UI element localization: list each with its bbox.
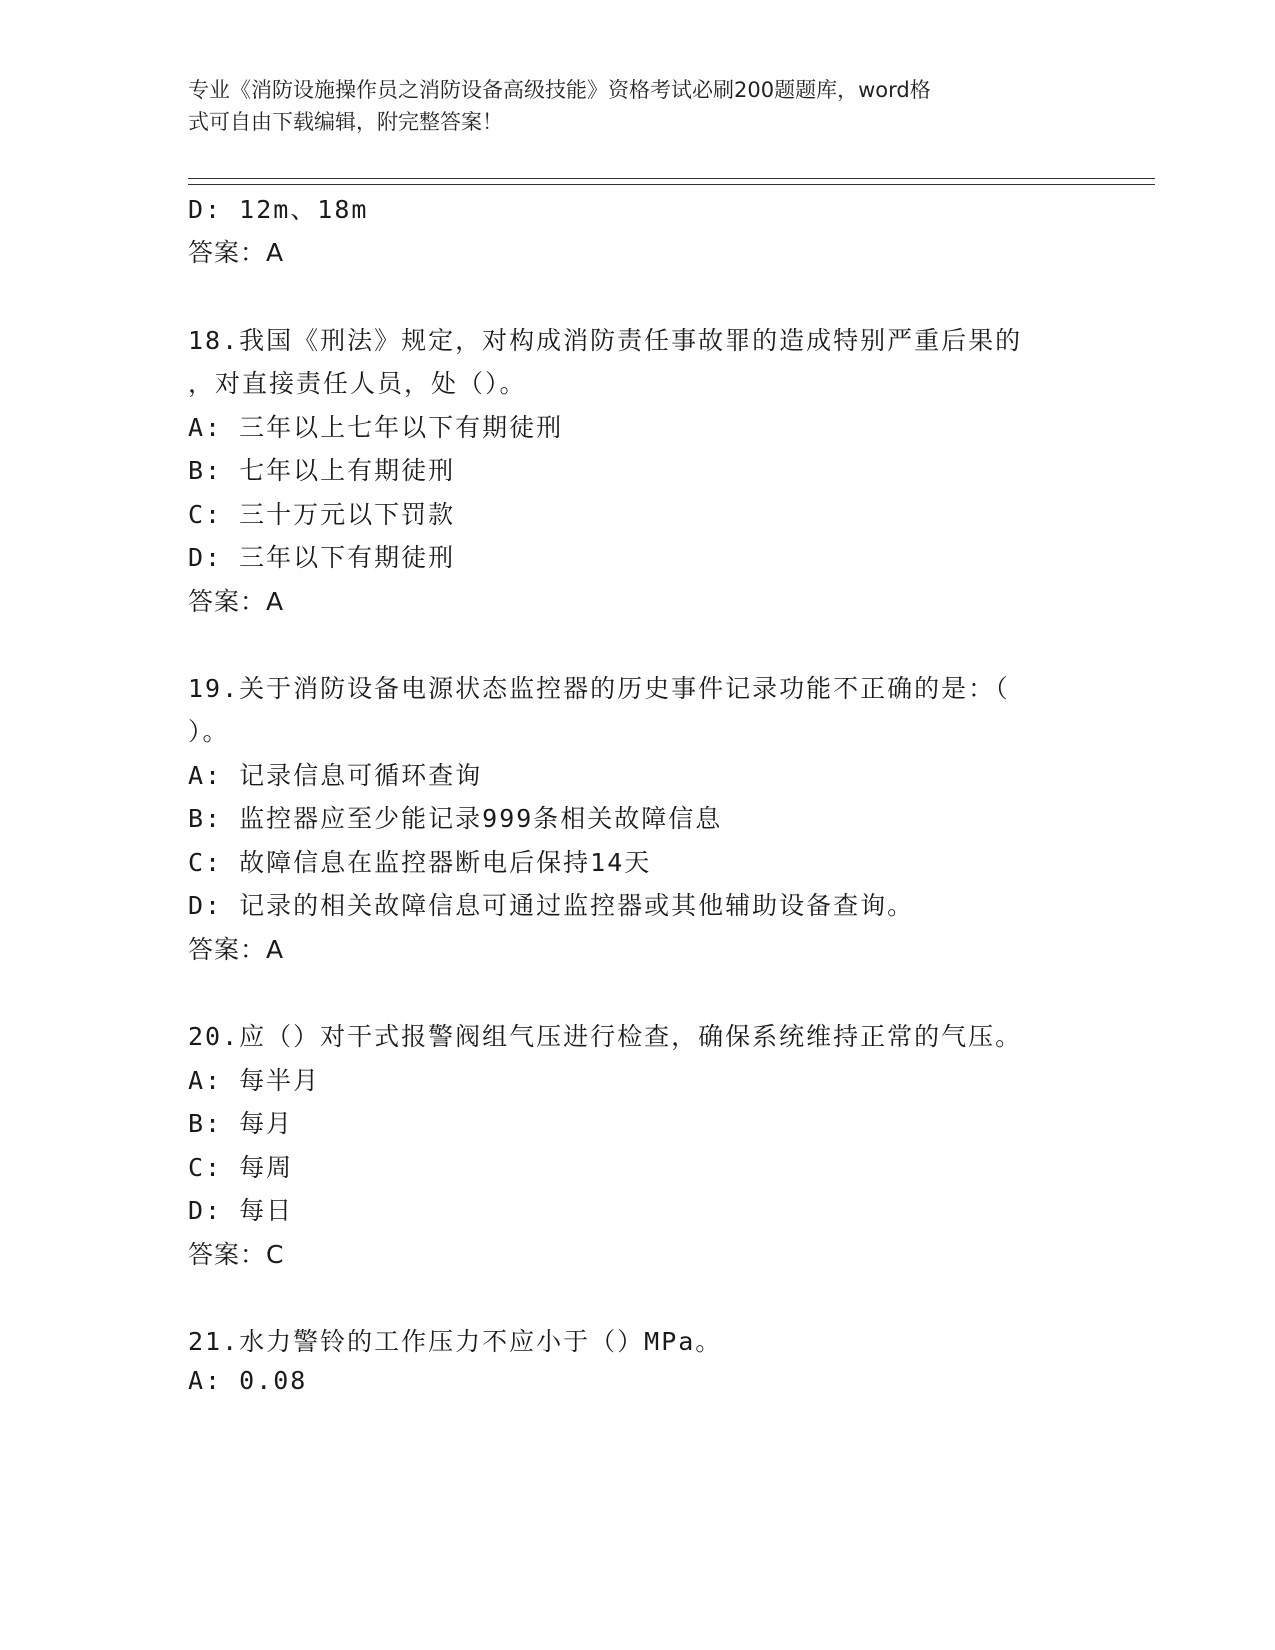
header-line-2: 式可自由下载编辑，附完整答案！ (188, 110, 503, 134)
header-divider-bottom (188, 184, 1155, 185)
q18-option-b: B: 七年以上有期徒刑 (188, 456, 456, 485)
q20-option-a: A: 每半月 (188, 1066, 321, 1095)
header-line-1: 专业《消防设施操作员之消防设备高级技能》资格考试必刷200题题库，word格 (188, 78, 931, 102)
document-header (188, 74, 1068, 138)
q20-stem-line-1: 20.应（）对干式报警阀组气压进行检查，确保系统维持正常的气压。 (188, 1022, 1023, 1051)
q19-option-b: B: 监控器应至少能记录999条相关故障信息 (188, 804, 723, 833)
q19-stem-line-2: ）。 (188, 717, 230, 746)
q20-option-b: B: 每月 (188, 1109, 294, 1138)
q19-option-d: D: 记录的相关故障信息可通过监控器或其他辅助设备查询。 (188, 891, 915, 920)
q19-stem-line-1: 19.关于消防设备电源状态监控器的历史事件记录功能不正确的是：（ (188, 674, 1010, 703)
q18-option-c: C: 三十万元以下罚款 (188, 500, 456, 529)
prev-answer: 答案：A (188, 238, 285, 267)
q18-answer: 答案：A (188, 587, 285, 616)
q20-option-d: D: 每日 (188, 1196, 294, 1225)
prev-option-d: D: 12m、18m (188, 195, 369, 224)
q21-stem-line-1: 21.水力警铃的工作压力不应小于（）MPa。 (188, 1327, 723, 1356)
q18-stem-line-2: ，对直接责任人员，处（）。 (188, 369, 527, 398)
header-divider-top (188, 178, 1155, 179)
q19-option-c: C: 故障信息在监控器断电后保持14天 (188, 848, 652, 877)
q19-answer: 答案：A (188, 935, 285, 964)
q18-stem-line-1: 18.我国《刑法》规定，对构成消防责任事故罪的造成特别严重后果的 (188, 326, 1023, 355)
q20-option-c: C: 每周 (188, 1153, 294, 1182)
q21-option-a: A: 0.08 (188, 1366, 308, 1395)
q20-answer: 答案：C (188, 1240, 285, 1269)
q19-option-a: A: 记录信息可循环查询 (188, 761, 483, 790)
q18-option-a: A: 三年以上七年以下有期徒刑 (188, 413, 564, 442)
q18-option-d: D: 三年以下有期徒刑 (188, 543, 456, 572)
